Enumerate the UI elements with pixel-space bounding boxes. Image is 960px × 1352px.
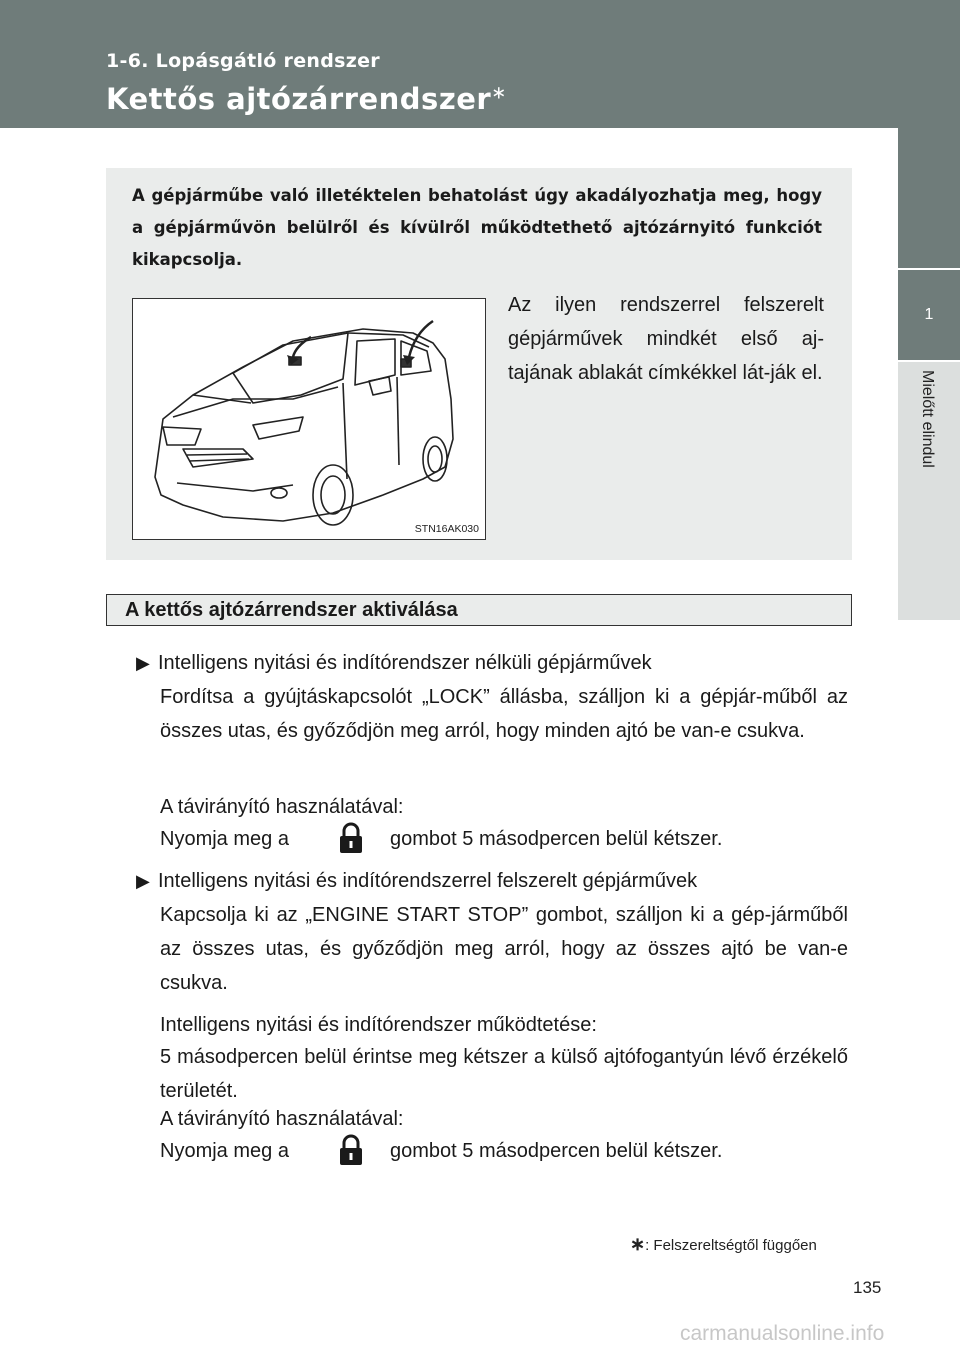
bullet-triangle-icon: ▶ [136,871,150,891]
intro-text: A gépjárműbe való illetéktelen behatolást úgy akadályozhatja meg, hogy a gépjárművön belülről és kívülről működtethető ajtózárnyitó funkciót kikapcsolja. [132,186,822,269]
paragraph: Fordítsa a gyújtáskapcsolót „LOCK” állásba, szálljon ki a gépjár-műből az összes utas, és győződjön meg arról, hogy minden ajtó be van-e csukva. [160,686,848,742]
footnote-mark: ∗ [630,1234,646,1254]
remote-label: A távirányító használatával: [160,1108,404,1130]
sub-heading [106,594,852,626]
bullet-text: Intelligens nyitási és indítórendszer nélküli gépjárművek [158,652,652,674]
side-tab-top [898,0,960,268]
illustration-code: STN16AK030 [414,523,479,535]
page-title [106,82,507,116]
remote-label: A távirányító használatával: [160,796,404,818]
press-prefix: Nyomja meg a [160,828,289,850]
page-number: 135 [853,1278,882,1297]
smart-text: 5 másodpercen belül érintse meg kétszer a külső ajtófogantyún lévő érzékelő területét. [160,1046,848,1102]
watermark: carmanualsonline.info [680,1322,885,1345]
bullet-triangle-icon: ▶ [136,653,150,673]
bullet-item [136,646,836,680]
bullet-text: Intelligens nyitási és indítórendszerrel felszerelt gépjárművek [158,870,698,892]
page-title-text: Kettős ajtózárrendszer [106,82,492,116]
section-label: 1-6. Lopásgátló rendszer [106,50,380,72]
smart-label: Intelligens nyitási és indítórendszer működtetése: [160,1014,597,1036]
car-drawing [133,299,485,539]
footnote [630,1234,817,1255]
bullet-item [136,864,836,898]
car-illustration [132,298,486,540]
title-footnote-mark: ∗ [491,82,507,104]
lock-icon [338,1133,364,1167]
footnote-text: : Felszereltségtől függően [645,1237,817,1254]
lock-icon [338,821,364,855]
press-suffix: gombot 5 másodpercen belül kétszer. [390,828,723,850]
chapter-label: Mielőtt elindul [919,370,936,468]
label-note: Az ilyen rendszerrel felszerelt gépjárművek mindkét első aj-tajának ablakát címkékkel lát-ják el. [508,294,824,384]
press-prefix: Nyomja meg a [160,1140,289,1162]
press-suffix: gombot 5 másodpercen belül kétszer. [390,1140,723,1162]
paragraph: Kapcsolja ki az „ENGINE START STOP” gombot, szálljon ki a gép-járműből az összes utas, és győződjön meg arról, hogy az összes ajtó be van-e csukva. [160,904,848,994]
sub-heading-text: A kettős ajtózárrendszer aktiválása [125,599,458,621]
chapter-number: 1 [924,306,934,323]
